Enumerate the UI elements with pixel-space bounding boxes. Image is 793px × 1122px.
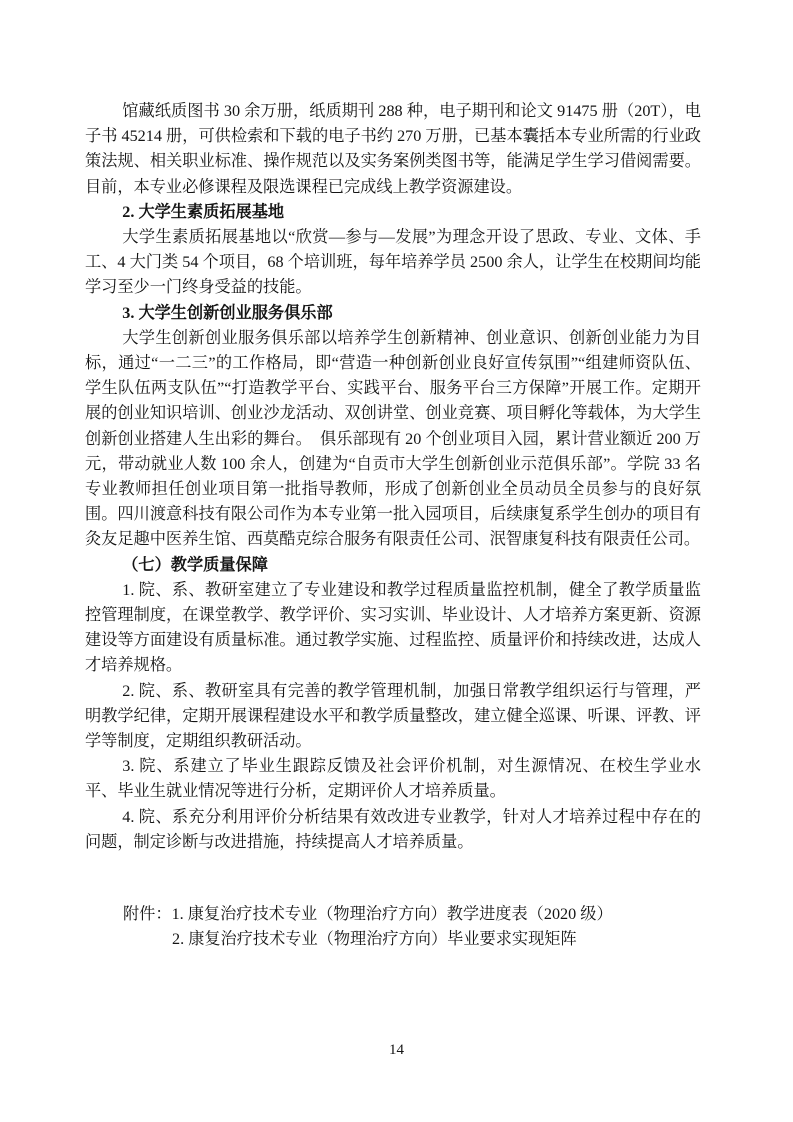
paragraph-library-resources: 馆藏纸质图书 30 余万册，纸质期刊 288 种，电子期刊和论文 91475 册（20T），电子书 45214 册，可供检索和下载的电子书约 270 万册，已基本囊括本专业所需的行业政策法规、相关职业标准、操作规范以及实务案例类图书等，能满足学生学习借阅需要。目前，本专业必修课程及限选课程已完成线上教学资源建设。 xyxy=(85,102,701,196)
heading-teaching-quality-assurance: （七）教学质量保障 xyxy=(122,555,268,574)
heading-innovation-club: 3. 大学生创新创业服务俱乐部 xyxy=(122,303,333,322)
page-content xyxy=(85,99,701,953)
paragraph-quality-item-3: 3. 院、系建立了毕业生跟踪反馈及社会评价机制，对生源情况、在校生学业水平、毕业生就业情况等进行分析，定期评价人才培养质量。 xyxy=(85,757,701,801)
heading-quality-expansion-base: 2. 大学生素质拓展基地 xyxy=(122,202,285,221)
attachment-item-2: 2. 康复治疗技术专业（物理治疗方向）毕业要求实现矩阵 xyxy=(172,930,577,949)
paragraph-innovation-club: 大学生创新创业服务俱乐部以培养学生创新精神、创业意识、创新创业能力为目标，通过“一二三”的工作格局，即“营造一种创新创业良好宣传氛围”“组建师资队伍、学生队伍两支队伍”“打造教学平台、实践平台、服务平台三方保障”开展工作。定期开展的创业知识培训、创业沙龙活动、双创讲堂、创业竞赛、项目孵化等载体，为大学生创新创业搭建人生出彩的舞台。 俱乐部现有 20 个创业项目入园，累计营业额近 200 万元，带动就业人数 100 余人，创建为“自贡市大学生创新创业示范俱乐部”。学院 33 名专业教师担任创业项目第一批指导教师，形成了创新创业全员动员全员参与的良好氛围。四川渡意科技有限公司作为本专业第一批入园项目，后续康复系学生创办的项目有灸友足趣中医养生馆、西莫酷克综合服务有限责任公司、泯智康复科技有限责任公司。 xyxy=(85,328,701,549)
attachment-item-1: 1. 康复治疗技术专业（物理治疗方向）教学进度表（2020 级） xyxy=(171,905,613,924)
paragraph-quality-item-1: 1. 院、系、教研室建立了专业建设和教学过程质量监控机制，健全了教学质量监控管理制度，在课堂教学、教学评价、实习实训、毕业设计、人才培养方案更新、资源建设等方面建设有质量标准。通过教学实施、过程监控、质量评价和持续改进，达成人才培养规格。 xyxy=(85,580,701,675)
attachment-line-1 xyxy=(85,902,701,927)
paragraph-quality-item-2: 2. 院、系、教研室具有完善的教学管理机制，加强日常教学组织运行与管理，严明教学纪律，定期开展课程建设水平和教学质量整改，建立健全巡课、听课、评教、评学等制度，定期组织教研活动。 xyxy=(85,681,701,751)
paragraph-quality-item-4: 4. 院、系充分利用评价分析结果有效改进专业教学，针对人才培养过程中存在的问题，制定诊断与改进措施，持续提高人才培养质量。 xyxy=(85,807,701,851)
attachments-block xyxy=(85,902,701,952)
page-number: 14 xyxy=(389,1042,404,1058)
paragraph-quality-expansion-base: 大学生素质拓展基地以“欣赏—参与—发展”为理念开设了思政、专业、文体、手工、4 大门类 54 个项目，68 个培训班，每年培养学员 2500 余人，让学生在校期间均能学习至少一门终身受益的技能。 xyxy=(85,228,701,297)
attachment-label: 附件： xyxy=(123,905,172,924)
